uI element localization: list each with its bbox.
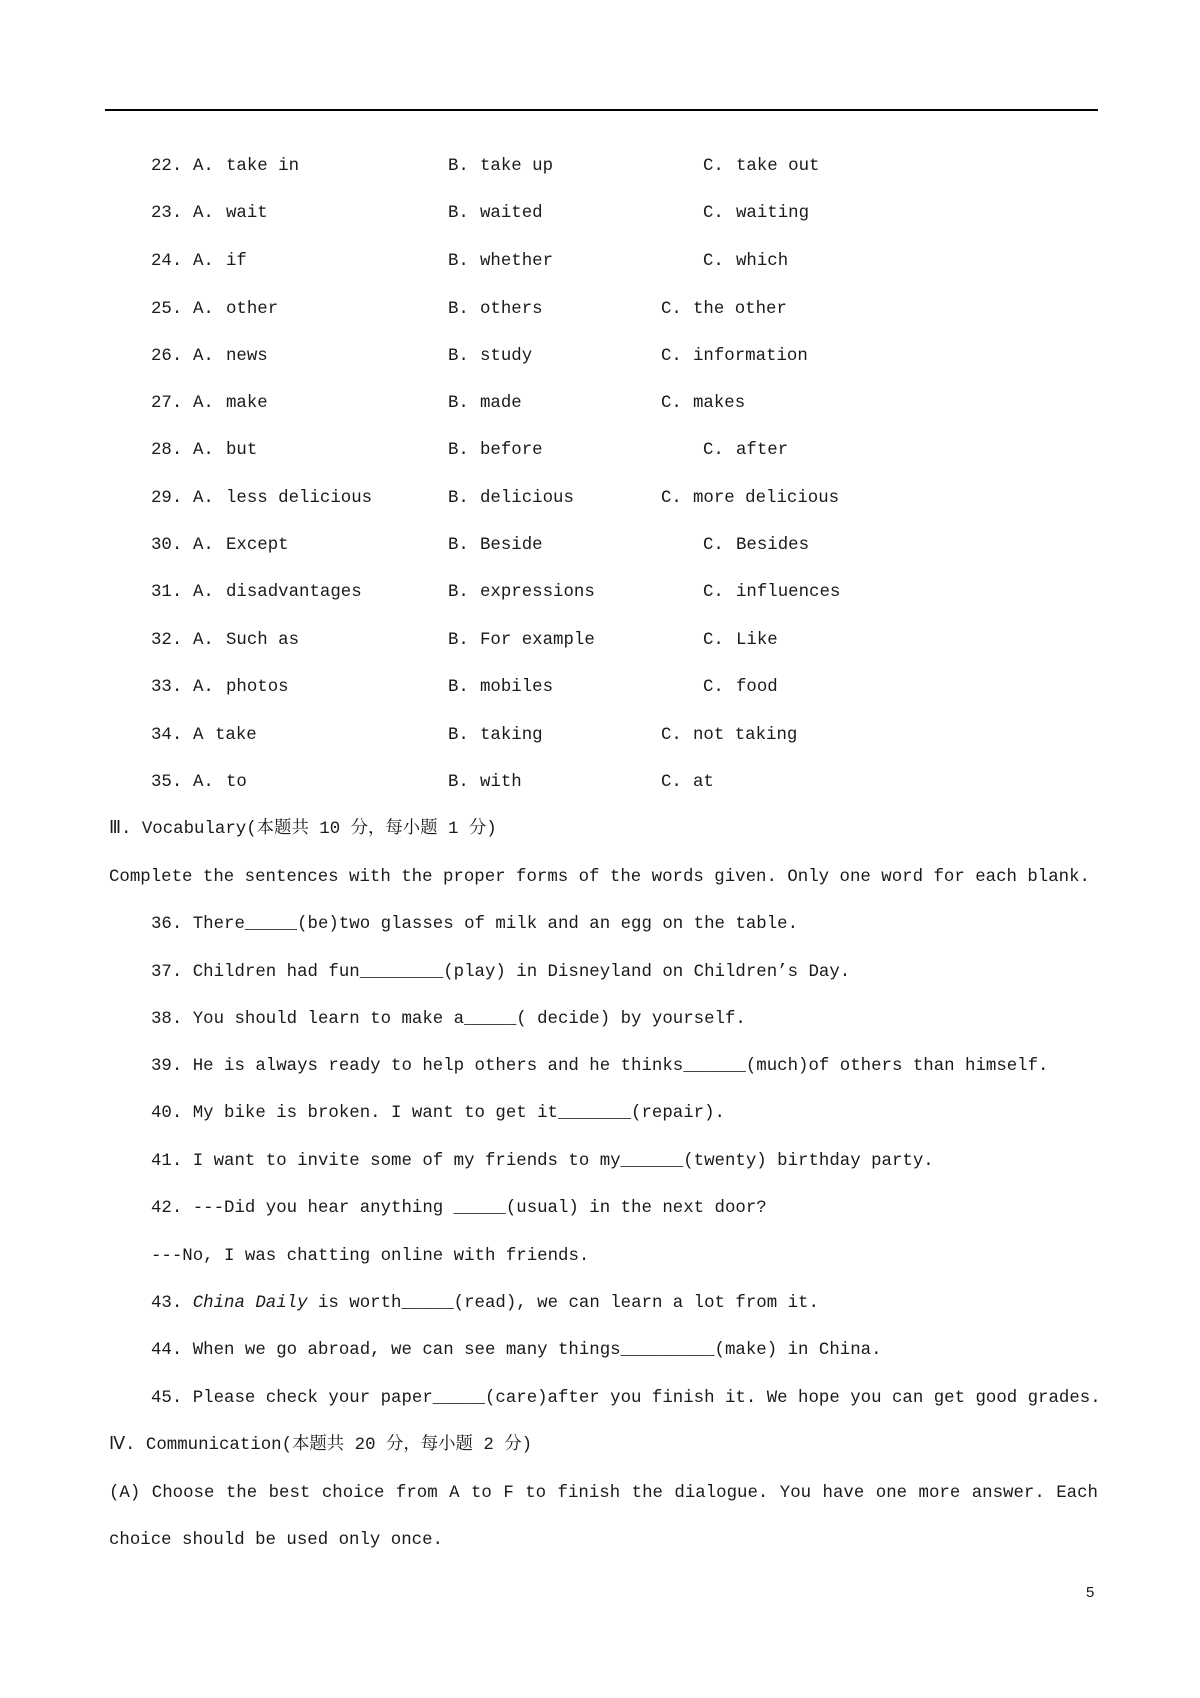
option-a-label: A bbox=[193, 726, 204, 745]
option-a-label: A. bbox=[193, 441, 214, 460]
option-c-label: C. bbox=[703, 583, 724, 602]
option-c-text: more delicious bbox=[693, 489, 840, 508]
option-b-text: others bbox=[480, 300, 543, 319]
newspaper-title: China Daily bbox=[192, 1294, 308, 1313]
option-a-text: take in bbox=[226, 157, 300, 176]
header-rule bbox=[105, 109, 1098, 111]
dialogue-reply: ---No, I was chatting online with friends. bbox=[151, 1247, 590, 1266]
vocab-item bbox=[151, 1055, 1049, 1079]
question-text: Children had fun________(play) in Disneyland on Children’s Day. bbox=[192, 963, 851, 982]
option-a-text: news bbox=[226, 347, 268, 366]
section-4-instruction: (A) Choose the best choice from A to F to finish the dialogue. You have one more answer. Each choice should be used only once. bbox=[109, 1484, 1098, 1551]
option-a-label: A. bbox=[193, 157, 214, 176]
question-text: He is always ready to help others and he thinks______(much)of others than himself. bbox=[192, 1057, 1049, 1076]
option-b-label: B. bbox=[448, 300, 469, 319]
question-number: 26. bbox=[151, 347, 183, 366]
question-text: Please check your paper_____(care)after you finish it. We hope you can get good grades. bbox=[192, 1389, 1101, 1408]
option-c-text: take out bbox=[736, 157, 820, 176]
question-number: 23. bbox=[151, 204, 183, 223]
option-a-label: A. bbox=[193, 536, 214, 555]
option-a-label: A. bbox=[193, 204, 214, 223]
option-c-label: C. bbox=[703, 252, 724, 271]
option-a-label: A. bbox=[193, 631, 214, 650]
option-a-label: A. bbox=[193, 252, 214, 271]
option-a-text: other bbox=[226, 300, 279, 319]
question-number: 25. bbox=[151, 300, 183, 319]
vocab-item bbox=[151, 1008, 746, 1032]
question-number: 40. bbox=[151, 1104, 183, 1123]
option-b-label: B. bbox=[448, 252, 469, 271]
option-c-label: C. bbox=[703, 204, 724, 223]
option-a-text: if bbox=[226, 252, 247, 271]
question-number: 28. bbox=[151, 441, 183, 460]
option-a-text: but bbox=[226, 441, 258, 460]
option-b-text: waited bbox=[480, 204, 543, 223]
option-b-label: B. bbox=[448, 157, 469, 176]
question-text: I want to invite some of my friends to my______(twenty) birthday party. bbox=[192, 1152, 934, 1171]
question-row bbox=[0, 724, 1200, 748]
question-text: My bike is broken. I want to get it_______(repair). bbox=[192, 1104, 725, 1123]
option-a-text: make bbox=[226, 394, 268, 413]
question-row bbox=[0, 155, 1200, 179]
option-a-label: A. bbox=[193, 583, 214, 602]
option-c-label: C. bbox=[703, 631, 724, 650]
option-a-text: Except bbox=[226, 536, 289, 555]
question-number: 43. bbox=[151, 1294, 183, 1313]
vocab-item bbox=[151, 1197, 767, 1221]
vocab-item bbox=[151, 1339, 882, 1363]
option-c-text: the other bbox=[693, 300, 787, 319]
option-c-label: C. bbox=[661, 773, 682, 792]
option-b-label: B. bbox=[448, 536, 469, 555]
option-b-label: B. bbox=[448, 678, 469, 697]
question-number: 37. bbox=[151, 963, 183, 982]
question-row bbox=[0, 392, 1200, 416]
option-b-text: For example bbox=[480, 631, 595, 650]
question-number: 35. bbox=[151, 773, 183, 792]
option-a-text: take bbox=[215, 726, 257, 745]
question-number: 41. bbox=[151, 1152, 183, 1171]
question-text: When we go abroad, we can see many things_________(make) in China. bbox=[192, 1341, 882, 1360]
section-4-heading: Ⅳ. Communication(本题共 20 分，每小题 2 分) bbox=[109, 1436, 533, 1455]
question-number: 34. bbox=[151, 726, 183, 745]
option-b-text: mobiles bbox=[480, 678, 554, 697]
option-b-label: B. bbox=[448, 347, 469, 366]
option-c-label: C. bbox=[661, 300, 682, 319]
option-b-text: taking bbox=[480, 726, 543, 745]
section-3-heading: Ⅲ. Vocabulary(本题共 10 分，每小题 1 分) bbox=[109, 820, 497, 839]
option-c-label: C. bbox=[703, 157, 724, 176]
option-c-text: at bbox=[693, 773, 714, 792]
question-row bbox=[0, 676, 1200, 700]
question-number: 36. bbox=[151, 915, 183, 934]
option-c-text: food bbox=[736, 678, 778, 697]
option-c-label: C. bbox=[703, 678, 724, 697]
option-c-text: Besides bbox=[736, 536, 810, 555]
question-text: ---Did you hear anything _____(usual) in the next door? bbox=[192, 1199, 767, 1218]
option-c-text: after bbox=[736, 441, 789, 460]
option-b-label: B. bbox=[448, 441, 469, 460]
question-number: 24. bbox=[151, 252, 183, 271]
option-c-text: information bbox=[693, 347, 808, 366]
question-row bbox=[0, 345, 1200, 369]
option-b-label: B. bbox=[448, 631, 469, 650]
option-c-label: C. bbox=[703, 441, 724, 460]
option-c-label: C. bbox=[661, 489, 682, 508]
option-b-text: before bbox=[480, 441, 543, 460]
option-b-text: Beside bbox=[480, 536, 543, 555]
option-a-text: less delicious bbox=[226, 489, 373, 508]
option-b-text: with bbox=[480, 773, 522, 792]
vocab-item bbox=[151, 1387, 1101, 1411]
question-number: 31. bbox=[151, 583, 183, 602]
question-number: 22. bbox=[151, 157, 183, 176]
question-number: 44. bbox=[151, 1341, 183, 1360]
option-c-label: C. bbox=[661, 394, 682, 413]
option-c-text: influences bbox=[736, 583, 841, 602]
question-row bbox=[0, 202, 1200, 226]
option-a-text: Such as bbox=[226, 631, 300, 650]
question-text: is worth_____(read), we can learn a lot from it. bbox=[307, 1294, 819, 1313]
question-number: 42. bbox=[151, 1199, 183, 1218]
vocab-item bbox=[151, 1102, 725, 1126]
question-row bbox=[0, 298, 1200, 322]
option-c-text: which bbox=[736, 252, 789, 271]
question-number: 30. bbox=[151, 536, 183, 555]
option-c-text: makes bbox=[693, 394, 746, 413]
option-a-label: A. bbox=[193, 773, 214, 792]
option-b-label: B. bbox=[448, 773, 469, 792]
question-text: There_____(be)two glasses of milk and an egg on the table. bbox=[192, 915, 799, 934]
section-3-instruction: Complete the sentences with the proper forms of the words given. Only one word for each blank. bbox=[109, 868, 1090, 887]
option-a-text: photos bbox=[226, 678, 289, 697]
question-row bbox=[0, 439, 1200, 463]
question-text: You should learn to make a_____( decide) by yourself. bbox=[192, 1010, 746, 1029]
option-c-text: Like bbox=[736, 631, 778, 650]
question-number: 29. bbox=[151, 489, 183, 508]
question-number: 27. bbox=[151, 394, 183, 413]
question-row bbox=[0, 771, 1200, 795]
option-a-text: wait bbox=[226, 204, 268, 223]
vocab-item bbox=[151, 1292, 819, 1316]
option-c-label: C. bbox=[661, 347, 682, 366]
option-a-label: A. bbox=[193, 300, 214, 319]
option-a-label: A. bbox=[193, 347, 214, 366]
option-a-label: A. bbox=[193, 394, 214, 413]
question-number: 39. bbox=[151, 1057, 183, 1076]
option-b-text: take up bbox=[480, 157, 554, 176]
option-a-text: disadvantages bbox=[226, 583, 362, 602]
option-b-label: B. bbox=[448, 726, 469, 745]
option-c-label: C. bbox=[703, 536, 724, 555]
option-b-label: B. bbox=[448, 394, 469, 413]
vocab-item bbox=[151, 961, 850, 985]
question-number: 45. bbox=[151, 1389, 183, 1408]
question-row bbox=[0, 534, 1200, 558]
option-b-text: expressions bbox=[480, 583, 595, 602]
option-b-text: study bbox=[480, 347, 533, 366]
question-number: 38. bbox=[151, 1010, 183, 1029]
vocab-item bbox=[151, 1150, 934, 1174]
option-c-text: not taking bbox=[693, 726, 798, 745]
question-row bbox=[0, 250, 1200, 274]
option-c-label: C. bbox=[661, 726, 682, 745]
vocab-item bbox=[151, 913, 798, 937]
question-row bbox=[0, 581, 1200, 605]
option-a-label: A. bbox=[193, 678, 214, 697]
page-number: 5 bbox=[1086, 1584, 1095, 1601]
option-b-label: B. bbox=[448, 204, 469, 223]
option-b-text: made bbox=[480, 394, 522, 413]
option-a-text: to bbox=[226, 773, 247, 792]
question-row bbox=[0, 487, 1200, 511]
option-b-text: delicious bbox=[480, 489, 574, 508]
question-number: 32. bbox=[151, 631, 183, 650]
question-row bbox=[0, 629, 1200, 653]
option-a-label: A. bbox=[193, 489, 214, 508]
option-b-text: whether bbox=[480, 252, 554, 271]
option-c-text: waiting bbox=[736, 204, 810, 223]
option-b-label: B. bbox=[448, 583, 469, 602]
question-number: 33. bbox=[151, 678, 183, 697]
option-b-label: B. bbox=[448, 489, 469, 508]
